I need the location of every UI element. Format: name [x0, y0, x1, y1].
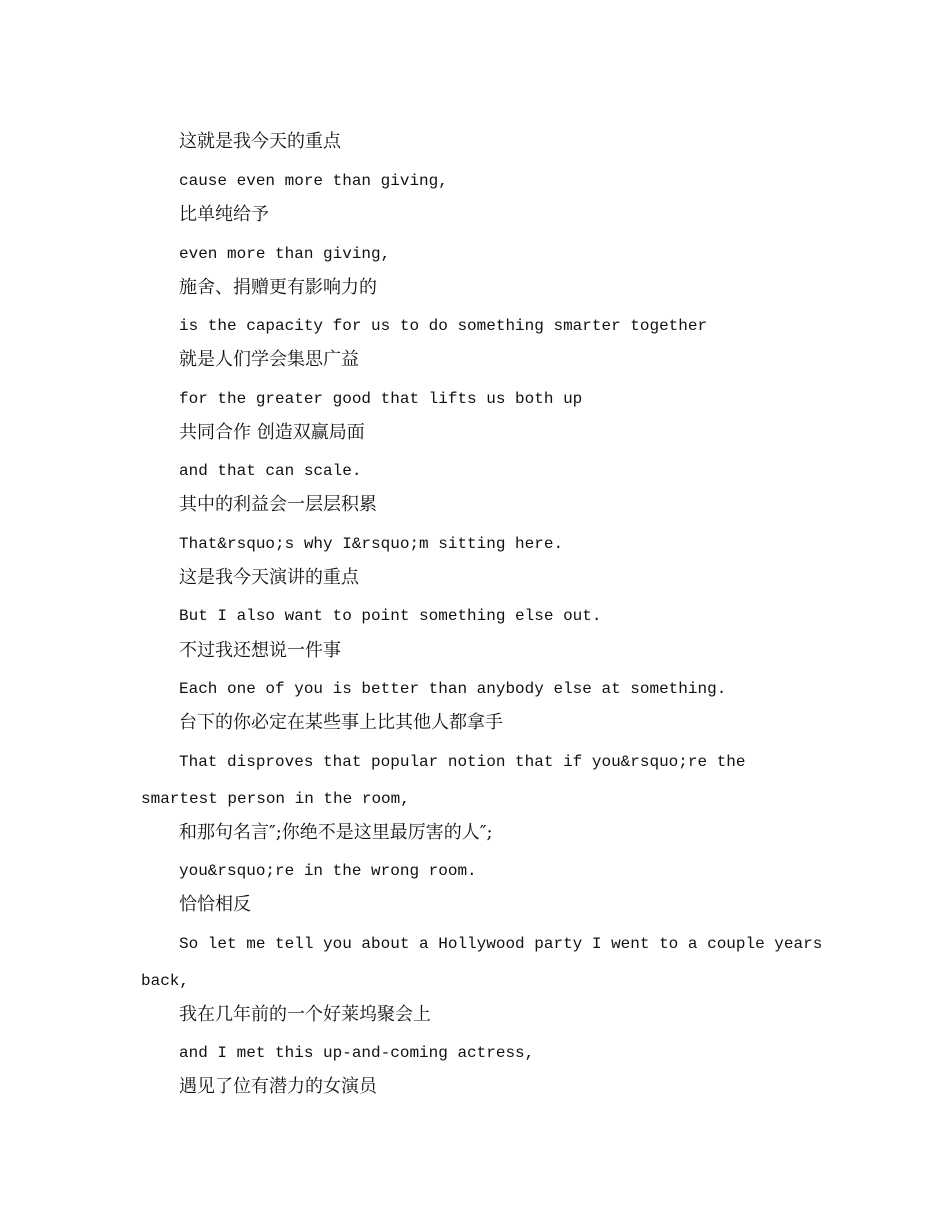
text-line: is the capacity for us to do something smarter together [179, 317, 708, 335]
text-line: and that can scale. [179, 462, 362, 480]
text-line: and I met this up-and-coming actress, [179, 1044, 535, 1062]
text-line: 就是人们学会集思广益 [179, 349, 359, 370]
text-line: smartest person in the room, [141, 790, 410, 808]
text-line: 共同合作 创造双赢局面 [179, 422, 365, 443]
text-line: 施舍、捐赠更有影响力的 [179, 277, 377, 298]
text-line: So let me tell you about a Hollywood party I went to a couple years [179, 935, 823, 953]
text-line: That&rsquo;s why I&rsquo;m sitting here. [179, 535, 564, 553]
text-line: 恰恰相反 [179, 894, 251, 915]
text-line: 这就是我今天的重点 [179, 131, 341, 152]
text-line: 不过我还想说一件事 [179, 640, 341, 661]
text-line: That disproves that popular notion that if you&rsquo;re the [179, 753, 746, 771]
text-line: Each one of you is better than anybody else at something. [179, 680, 727, 698]
text-line: 我在几年前的一个好莱坞聚会上 [179, 1004, 431, 1025]
text-line: even more than giving, [179, 245, 391, 263]
text-line: you&rsquo;re in the wrong room. [179, 862, 477, 880]
text-line: for the greater good that lifts us both up [179, 390, 583, 408]
text-line: 比单纯给予 [179, 204, 269, 225]
text-line: 遇见了位有潜力的女演员 [179, 1076, 377, 1097]
text-line: 其中的利益会一层层积累 [179, 494, 377, 515]
text-line: 台下的你必定在某些事上比其他人都拿手 [179, 712, 503, 733]
text-line: 这是我今天演讲的重点 [179, 567, 359, 588]
text-line: 和那句名言″;你绝不是这里最厉害的人″; [179, 822, 493, 843]
text-line: back, [141, 972, 190, 990]
text-line: But I also want to point something else out. [179, 607, 602, 625]
text-line: cause even more than giving, [179, 172, 448, 190]
